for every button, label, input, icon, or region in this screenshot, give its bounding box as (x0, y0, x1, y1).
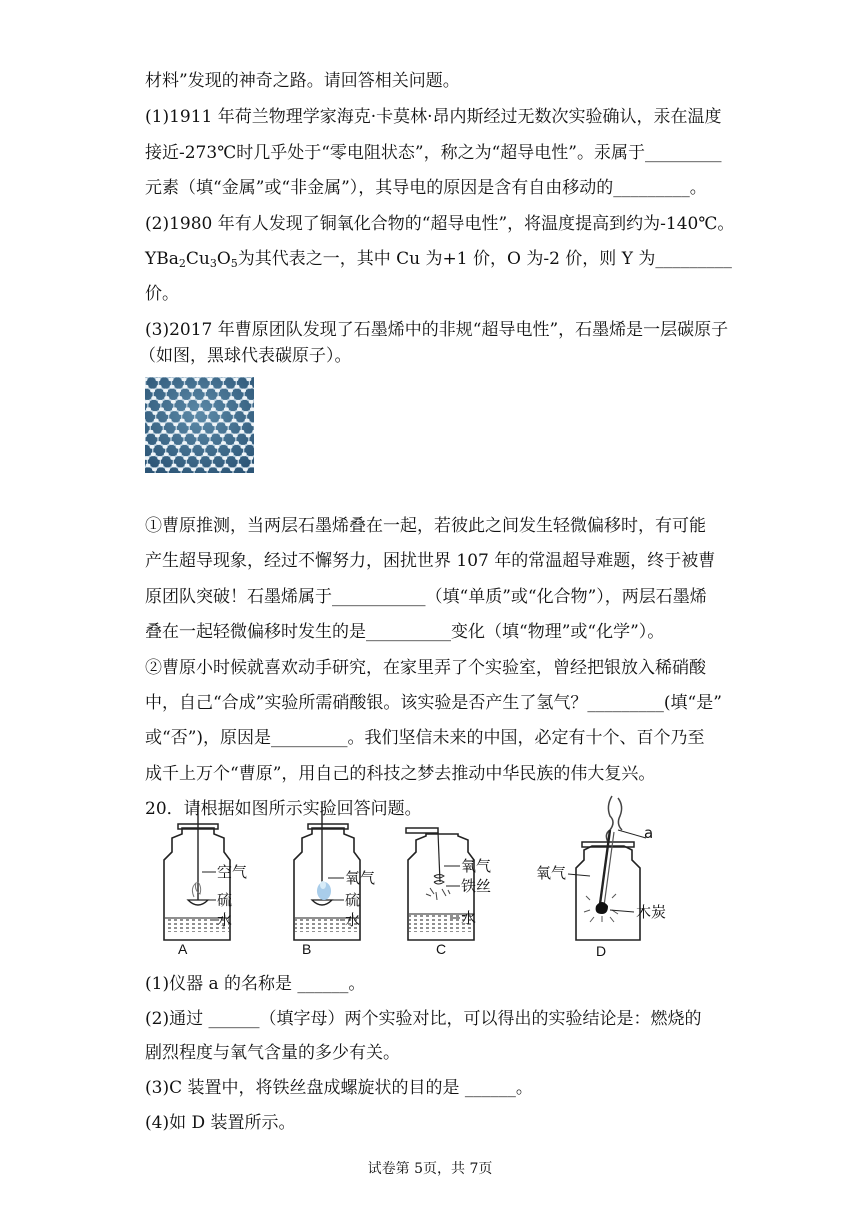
question-20-2-line: (2)通过 ______（填字母）两个实验对比，可以得出的实验结论是：燃烧的 (145, 1009, 702, 1029)
caption-a: A (178, 941, 188, 957)
text-line: 剧烈程度与氧气含量的多少有关。 (145, 1043, 400, 1063)
text-line: 产生超导现象，经过不懈努力，困扰世界 107 年的常温超导难题，终于被曹 (145, 551, 716, 571)
chemical-formula: $YBa_2Cu_3O_5$ (145, 249, 238, 270)
text-line: 或“否”)，原因是_________。我们坚信未来的中国，必定有十个、百个乃至 (145, 728, 705, 748)
apparatus-c (406, 828, 491, 957)
question-19-3-line: (3)2017 年曹原团队发现了石墨烯中的非规“超导电性”，石墨烯是一层碳原子 (145, 320, 729, 340)
caption-c: C (436, 941, 447, 957)
text-line: 接近-273℃时几乎处于“零电阻状态”，称之为“超导电性”。汞属于_________ (145, 143, 722, 163)
label-air: 空气 (217, 863, 248, 881)
apparatus-a (164, 802, 247, 957)
question-20-1-line: (1)仪器 a 的名称是 ______。 (145, 974, 366, 994)
text-line: 材料”发现的神奇之路。请回答相关问题。 (145, 71, 460, 91)
text-line: 叠在一起轻微偏移时发生的是__________变化（填“物理”或“化学”）。 (145, 622, 665, 642)
text-line: 原团队突破！石墨烯属于___________（填“单质”或“化合物”），两层石墨烯 (145, 587, 707, 607)
question-19-1-line: (1)1911 年荷兰物理学家海克·卡莫林·昂内斯经过无数次实验确认，汞在温度 (145, 107, 722, 127)
label-oxygen: 氧气 (461, 857, 492, 875)
label-water: 水 (345, 911, 361, 929)
text-line: ①曹原推测，当两层石墨烯叠在一起，若彼此之间发生轻微偏移时，有可能 (145, 516, 706, 536)
label-charcoal: 木炭 (636, 903, 667, 921)
formula-line (145, 248, 732, 270)
question-20-title: 20．请根据如图所示实验回答问题。 (145, 799, 422, 819)
text-line: （如图，黑球代表碳原子）。 (139, 346, 352, 366)
text-line: 元素（填“金属”或“非金属”），其导电的原因是含有自由移动的_________。 (145, 178, 707, 198)
text-line: 成千上万个“曹原”，用自己的科技之梦去推动中华民族的伟大复兴。 (145, 764, 656, 784)
text-line: 价。 (145, 284, 179, 304)
text-line: 中，自己“合成”实验所需硝酸银。该实验是否产生了氢气？_________(填“是” (145, 693, 722, 713)
question-20-3-line: (3)C 装置中，将铁丝盘成螺旋状的目的是 ______。 (145, 1078, 533, 1098)
page-footer: 试卷第 5页，共 7页 (367, 1161, 493, 1177)
label-water: 水 (461, 909, 477, 927)
question-19-2-line: (2)1980 年有人发现了铜氧化合物的“超导电性”，将温度提高到约为-140℃。 (145, 214, 735, 234)
graphene-image (145, 377, 254, 473)
experiment-figure (150, 790, 690, 970)
caption-b: B (302, 941, 312, 957)
text-line: ②曹原小时候就喜欢动手研究，在家里弄了个实验室，曾经把银放入稀硝酸 (145, 658, 706, 678)
text-line: 为其代表之一，其中 Cu 为+1 价，O 为-2 价，则 Y 为_________ (237, 249, 732, 269)
label-iron-wire: 铁丝 (461, 877, 492, 895)
label-oxygen: 氧气 (345, 869, 376, 887)
question-20-4-line: (4)如 D 装置所示。 (145, 1113, 296, 1133)
label-sulfur: 硫 (217, 891, 233, 909)
label-water: 水 (217, 911, 233, 929)
label-oxygen: 氧气 (536, 864, 567, 882)
apparatus-d (536, 796, 666, 959)
caption-d: D (596, 943, 607, 959)
label-a: a (644, 824, 654, 842)
apparatus-b (294, 802, 375, 957)
label-sulfur: 硫 (345, 891, 361, 909)
